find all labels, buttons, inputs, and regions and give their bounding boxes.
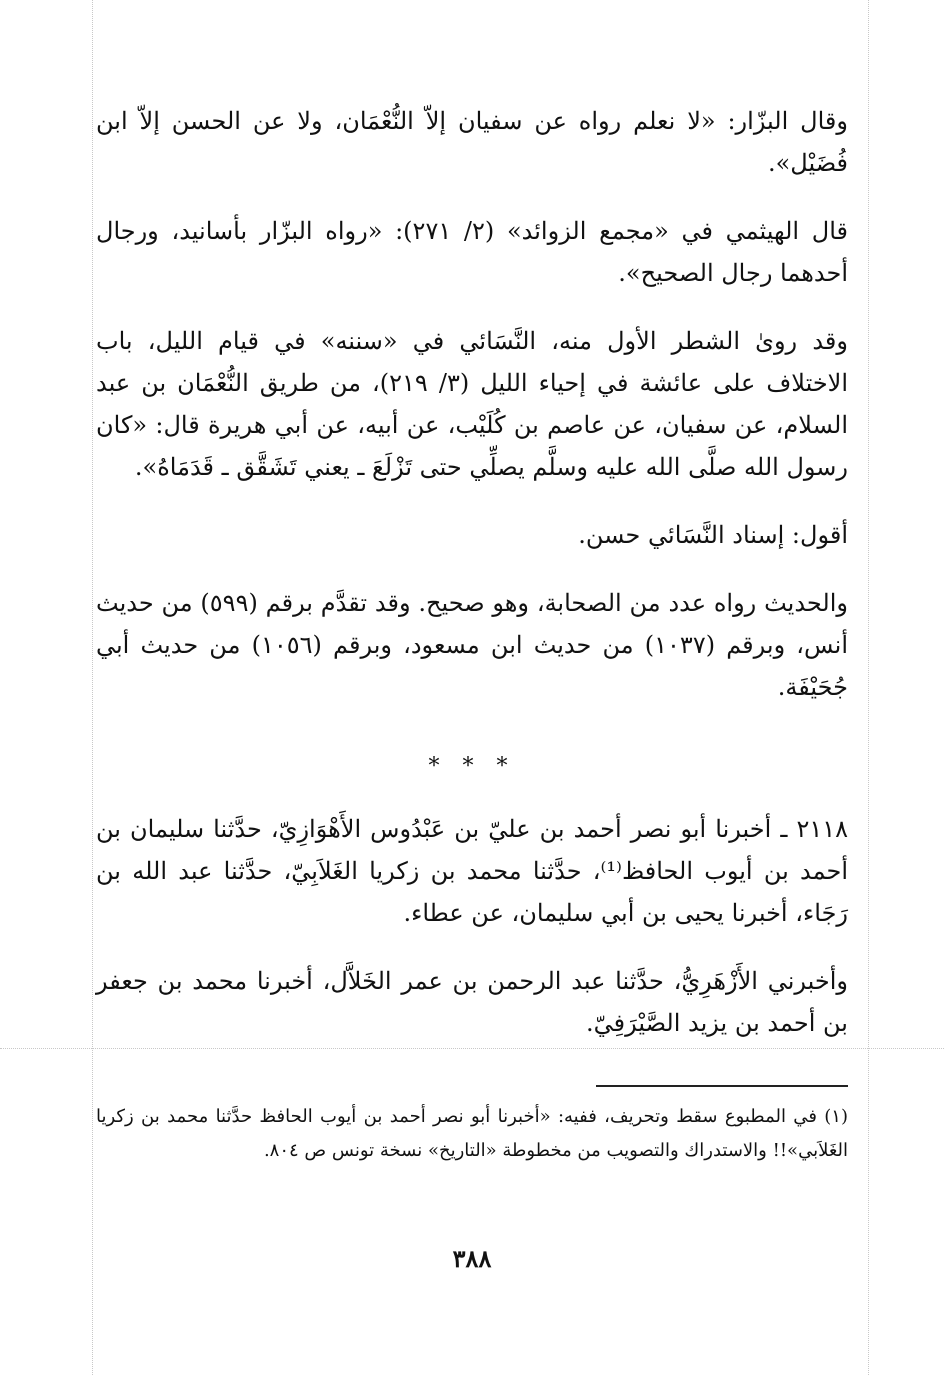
scan-guide-line — [868, 0, 869, 1375]
scan-guide-line — [92, 0, 93, 1375]
paragraph: والحديث رواه عدد من الصحابة، وهو صحيح. وقد تقدَّم برقم (٥٩٩) من حديث أنس، وبرقم (١٠٣٧) من حديث ابن مسعود، وبرقم (١٠٥٦) من حديث أبي جُحَيْفَة. — [96, 589, 848, 701]
paragraph: وقال البزّار: «لا نعلم رواه عن سفيان إلاّ النُّعْمَان، ولا عن الحسن إلاّ ابن فُضَيْل». — [96, 107, 848, 177]
footnote-text: (١) في المطبوع سقط وتحريف، ففيه: «أخبرنا أبو نصر أحمد بن أيوب الحافظ حدَّثنا محمد بن زكريا الغَلاَبي»!! والاستدراك والتصويب من مخطوطة «التاريخ» نسخة تونس ص ٨٠٤. — [96, 1106, 848, 1161]
body-text-bottom — [96, 808, 848, 1068]
hadith-entry: ٢١١٨ ـ أخبرنا أبو نصر أحمد بن عليّ بن عَبْدُوس الأَهْوَازِيّ، حدَّثنا سليمان بن أحمد بن أيوب الحافظ⁽¹⁾، حدَّثنا محمد بن زكريا الغَلاَبِيّ، حدَّثنا عبد الله بن رَجَاء، أخبرنا يحيى بن أبي سليمان، عن عطاء. — [96, 815, 848, 927]
footnote — [96, 1100, 848, 1210]
body-text-top — [96, 100, 848, 740]
paragraph: أقول: إسناد النَّسَائي حسن. — [578, 521, 848, 549]
paragraph: قال الهيثمي في «مجمع الزوائد» (٢/ ٢٧١): «رواه البزّار بأسانيد، ورجال أحدهما رجال الصحيح». — [96, 217, 849, 287]
section-separator: * * * — [428, 754, 516, 779]
footnote-rule — [596, 1085, 848, 1087]
paragraph: وقد روىٰ الشطر الأول منه، النَّسَائي في «سننه» في قيام الليل، باب الاختلاف على عائشة في إحياء الليل (٣/ ٢١٩)، من طريق النُّعْمَان بن عبد السلام، عن سفيان، عن عاصم بن كُلَيْب، عن أبيه، عن أبي هريرة قال: «كان رسول الله صلَّى الله عليه وسلَّم يصلِّي حتى تَزْلَعَ ـ يعني تَشَقَّق ـ قَدَمَاهُ». — [96, 327, 849, 481]
page-number: ٣٨٨ — [452, 1244, 492, 1273]
paragraph: وأخبرني الأَزْهَرِيُّ، حدَّثنا عبد الرحمن بن عمر الخَلاَّل، أخبرنا محمد بن جعفر بن أحمد بن يزيد الصَّيْرَفِيّ. — [96, 967, 848, 1037]
